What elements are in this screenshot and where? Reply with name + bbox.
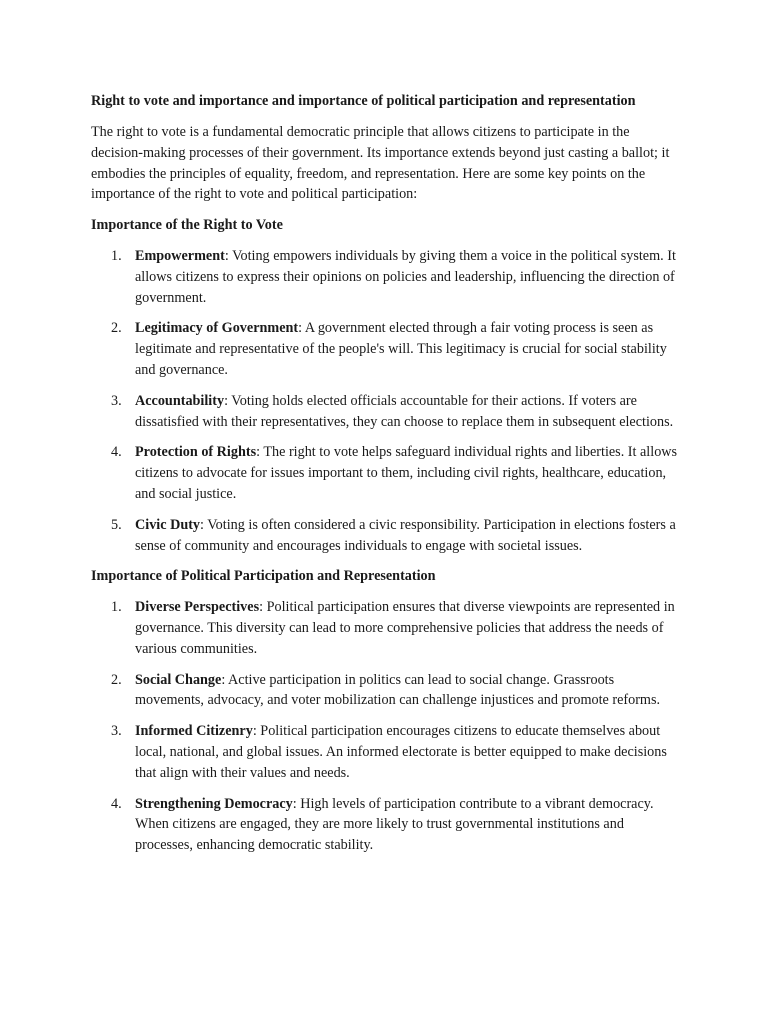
list-item (91, 670, 680, 712)
list-item-number: 4. (111, 444, 122, 461)
section-heading-right-to-vote: Importance of the Right to Vote (91, 217, 283, 234)
list-item-text: : The right to vote helps safeguard individual rights and liberties. It allows citizens to advocate for issues important to them, including civil rights, healthcare, education, and social justice. (135, 444, 678, 502)
document-title: Right to vote and importance and importance of political participation and representation (91, 93, 636, 109)
list-item-number: 2. (111, 320, 122, 337)
list-item-number: 3. (111, 723, 122, 740)
list-item-text: : Voting is often considered a civic responsibility. Participation in elections fosters a sense of community and encourages individuals to engage with societal issues. (135, 516, 676, 554)
list-item-number: 1. (111, 599, 122, 616)
list-item-term: Empowerment (135, 247, 225, 264)
list-item (91, 597, 680, 659)
list-item (91, 442, 680, 504)
list-item (91, 721, 680, 783)
list-item-number: 4. (111, 795, 122, 812)
list-item-term: Strengthening Democracy (135, 795, 293, 812)
list-item-term: Protection of Rights (135, 444, 257, 461)
list-item-term: Accountability (135, 392, 225, 409)
list-item-text: : A government elected through a fair voting process is seen as legitimate and representative of the people's will. This legitimacy is crucial for social stability and governance. (135, 320, 667, 378)
right-to-vote-list (91, 246, 680, 556)
list-item (91, 246, 680, 308)
list-item-term: Legitimacy of Government (135, 320, 299, 337)
list-item-number: 3. (111, 392, 122, 409)
list-item-text: : Active participation in politics can lead to social change. Grassroots movements, advocacy, and voter mobilization can challenge injustices and promote reforms. (135, 671, 661, 709)
list-item-number: 1. (111, 247, 122, 264)
political-participation-list (91, 597, 680, 856)
list-item-term: Civic Duty (135, 516, 201, 533)
list-item-text: : Political participation encourages citizens to educate themselves about local, national, and global issues. An informed electorate is better equipped to make decisions that align with their values and needs. (135, 723, 667, 781)
list-item (91, 794, 680, 856)
list-item-term: Social Change (135, 671, 222, 688)
list-item-term: Informed Citizenry (135, 723, 253, 740)
list-item (91, 515, 680, 557)
list-item (91, 391, 680, 433)
list-item-number: 5. (111, 516, 122, 533)
list-item-term: Diverse Perspectives (135, 599, 260, 616)
list-item-text: : Voting holds elected officials accountable for their actions. If voters are dissatisfied with their representatives, they can choose to replace them in subsequent elections. (135, 392, 674, 430)
list-item (91, 318, 680, 380)
section-heading-political-participation: Importance of Political Participation and Representation (91, 568, 436, 585)
list-item-number: 2. (111, 671, 122, 688)
list-item-text: : High levels of participation contribute to a vibrant democracy. When citizens are engaged, they are more likely to trust governmental institutions and processes, enhancing democratic stability. (135, 795, 654, 854)
list-item-text: : Voting empowers individuals by giving them a voice in the political system. It allows citizens to express their opinions on policies and leadership, influencing the direction of government. (135, 247, 676, 306)
list-item-text: : Political participation ensures that diverse viewpoints are represented in governance. This diversity can lead to more comprehensive policies that address the needs of various communities. (135, 599, 675, 657)
intro-paragraph: The right to vote is a fundamental democratic principle that allows citizens to participate in the decision-making processes of their government. Its importance extends beyond just casting a ballot; it embodies the principles of equality, freedom, and representation. Here are some key points on the importance of the right to vote and political participation: (91, 124, 670, 203)
